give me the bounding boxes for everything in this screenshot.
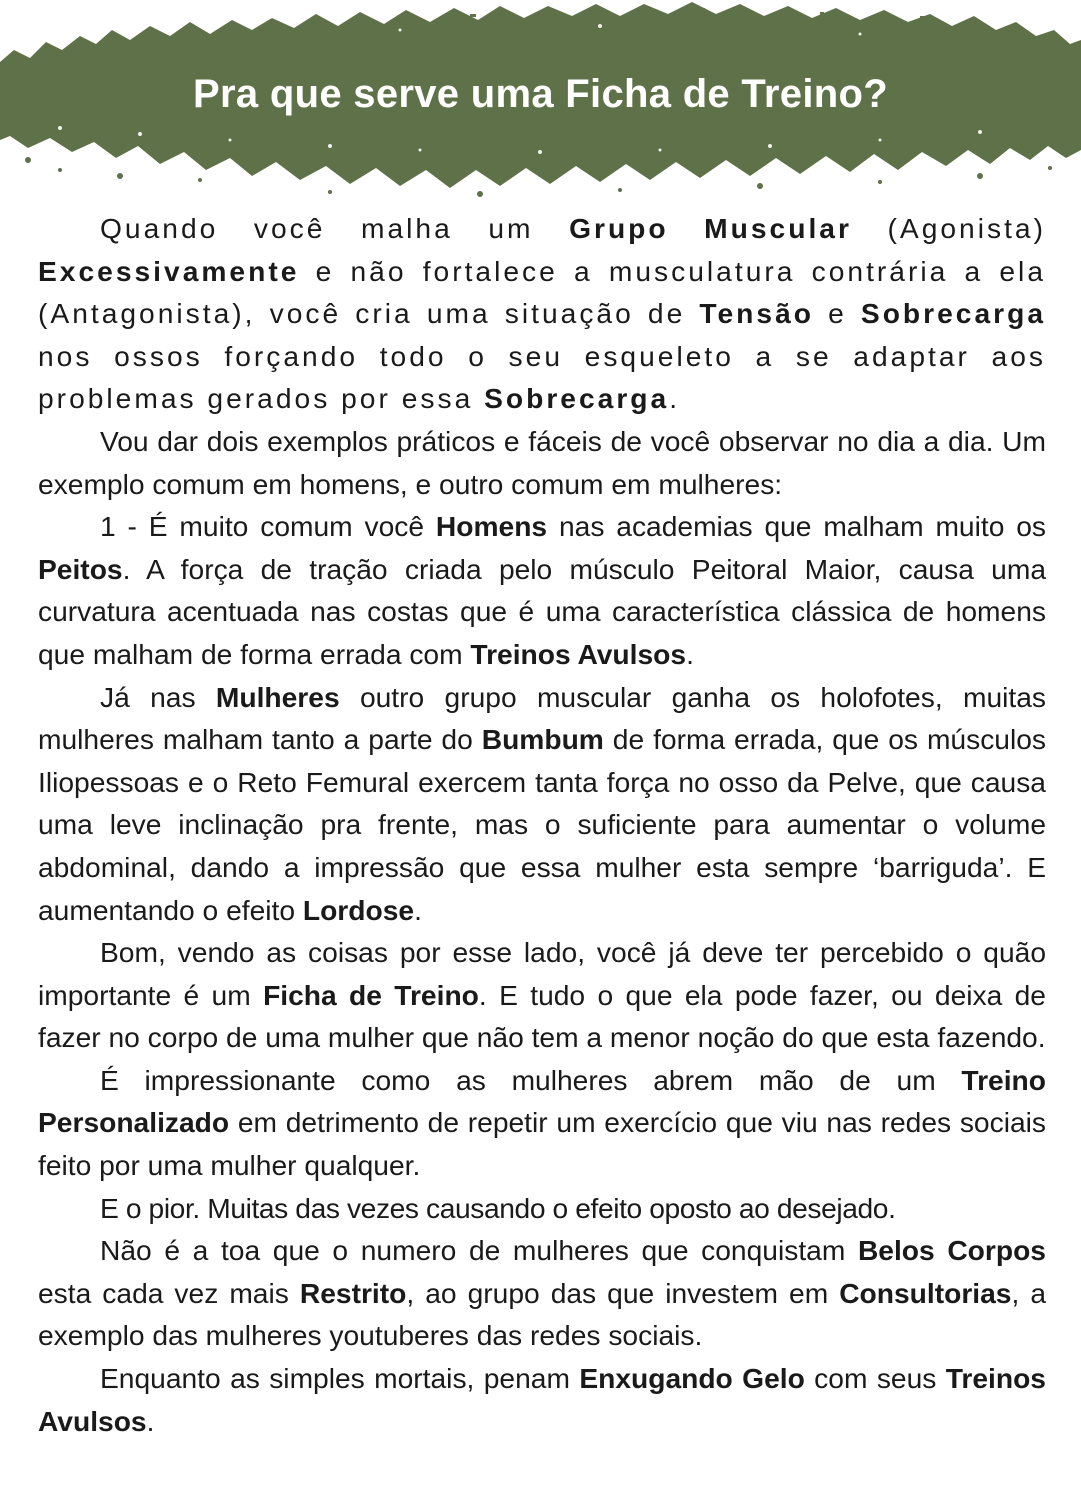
bold-term: Grupo Muscular: [569, 212, 852, 244]
bold-term: Bumbum: [481, 723, 604, 756]
text-run: nos ossos forçando todo o seu esqueleto a se adaptar aos problemas gerados por essa: [38, 339, 1046, 415]
bold-term: Ficha de Treino: [263, 978, 479, 1011]
bold-term: Peitos: [38, 552, 123, 585]
article-body: [38, 207, 1046, 1442]
text-run: Não é a toa que o numero de mulheres que conquistam: [100, 1234, 858, 1267]
text-run: .: [686, 637, 694, 670]
text-run: . E tudo o que ela pode fazer, ou deixa de fazer no corpo de uma mulher que não tem a menor noção do que esta fazendo.: [38, 978, 1046, 1054]
bold-term: Restrito: [299, 1276, 407, 1309]
paragraph: [38, 505, 1046, 675]
paragraph: [38, 676, 1046, 932]
text-run: Bom, vendo as coisas por esse lado, você já deve ter percebido o quão importante é um: [38, 936, 1046, 1011]
bold-term: Treinos Avulsos: [38, 1362, 1046, 1437]
paragraph: [38, 931, 1046, 1059]
text-run: Já nas: [100, 680, 216, 713]
text-run: outro grupo muscular ganha os holofotes, muitas mulheres malham tanto a parte do: [38, 680, 1046, 756]
text-run: Enquanto as simples mortais, penam: [100, 1362, 580, 1395]
text-run: (Agonista): [851, 212, 1046, 244]
paragraph: [38, 207, 1046, 420]
text-run: 1 - É muito comum você: [100, 510, 436, 543]
paragraph: [38, 1357, 1046, 1442]
text-run: .: [669, 382, 681, 415]
text-run: , ao grupo das que investem em: [406, 1276, 840, 1309]
bold-term: Excessivamente: [38, 254, 300, 287]
bold-term: Treinos Avulsos: [470, 637, 687, 670]
bold-term: Enxugando Gelo: [579, 1362, 805, 1395]
text-run: . A força de tração criada pelo músculo Peitoral Maior, causa uma curvatura acentuada nas costas que é uma característica clássica de homens que malham de forma errada com: [38, 552, 1046, 670]
paragraph: [38, 1229, 1046, 1357]
bold-term: Lordose: [302, 893, 415, 926]
bold-term: Treino Personalizado: [38, 1063, 1046, 1139]
title-banner: [0, 0, 1081, 200]
text-run: nas academias que malham muito os: [547, 510, 1046, 543]
text-run: esta cada vez mais: [38, 1276, 300, 1309]
bold-term: Consultorias: [839, 1276, 1012, 1309]
text-run: E o pior. Muitas das vezes causando o efeito oposto ao desejado.: [100, 1191, 896, 1224]
text-run: de forma errada, que os músculos Iliopessoas e o Reto Femural exercem tanta força no osso da Pelve, que causa uma leve inclinação pra frente, mas o suficiente para aumentar o volume abdominal, dando a impressão que essa mulher esta sempre ‘barriguda’. E aumentando o efeito: [38, 723, 1046, 926]
bold-term: Mulheres: [215, 680, 340, 713]
text-run: em detrimento de repetir um exercício que viu nas redes sociais feito por uma mulher qualquer.: [38, 1106, 1046, 1182]
text-run: e: [813, 297, 861, 330]
text-run: Vou dar dois exemplos práticos e fáceis de você observar no dia a dia. Um exemplo comum em homens, e outro comum em mulheres:: [38, 424, 1046, 500]
text-run: com seus: [804, 1362, 946, 1395]
paragraph: [38, 1187, 1046, 1230]
text-run: .: [146, 1404, 155, 1437]
text-run: É impressionante como as mulheres abrem mão de um: [100, 1063, 962, 1096]
page-title: Pra que serve uma Ficha de Treino?: [193, 72, 888, 116]
bold-term: Tensão: [699, 297, 814, 330]
bold-term: Sobrecarga: [860, 297, 1047, 330]
text-run: .: [414, 893, 422, 926]
bold-term: Homens: [435, 510, 548, 543]
bold-term: Sobrecarga: [484, 382, 670, 415]
text-run: e não fortalece a musculatura contrária a ela (Antagonista), você cria uma situação de: [38, 254, 1046, 330]
text-run: Quando você malha um: [100, 212, 570, 244]
paragraph: [38, 420, 1046, 505]
bold-term: Belos Corpos: [857, 1234, 1046, 1267]
text-run: , a exemplo das mulheres youtuberes das redes sociais.: [38, 1276, 1047, 1352]
paragraph: [38, 1059, 1046, 1187]
